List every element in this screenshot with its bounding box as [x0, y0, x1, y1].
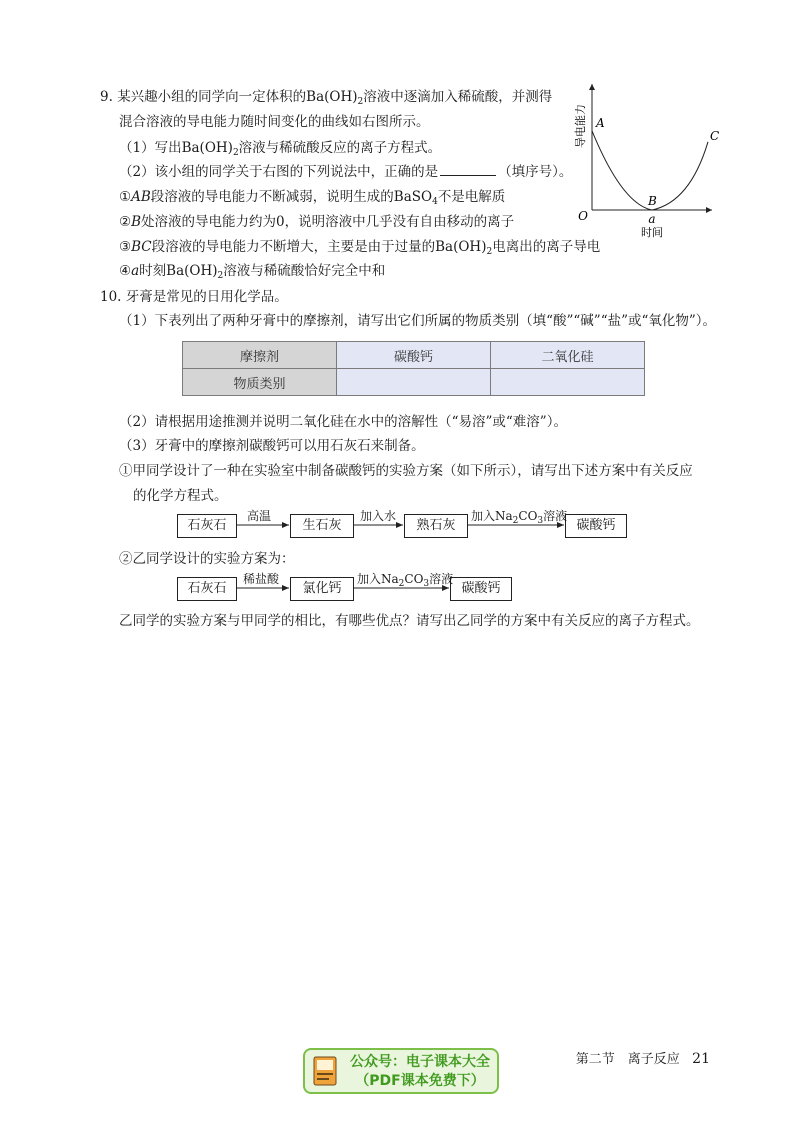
x-axis-label: 时间	[641, 226, 663, 239]
flow2-box-limestone: 石灰石	[177, 577, 237, 601]
q10-part3-1-line2: 的化学方程式。	[133, 488, 228, 504]
flow1-arrow1-label: 高温	[247, 509, 272, 523]
q9-part2: （2）该小组的同学关于右图的下列说法中，正确的是 （填序号）。	[119, 164, 573, 180]
q9-stem-line1: 9. 某兴趣小组的同学向一定体积的$Ba(OH)_2$溶液中逐滴加入稀硫酸，并测得	[100, 89, 553, 107]
y-axis-label: 导电能力	[574, 104, 587, 148]
flow2-box-calcium-carbonate: 碳酸钙	[450, 577, 512, 601]
book-icon	[313, 1056, 339, 1088]
flow1-box-calcium-carbonate: 碳酸钙	[565, 514, 627, 538]
q10-part1: （1）下表列出了两种牙膏中的摩擦剂，请写出它们所属的物质类别（填“酸”“碱”“盐”或“氧化物”）。	[119, 313, 717, 329]
section-title: 第二节 离子反应	[575, 1052, 680, 1067]
q9-option3: ③BC段溶液的导电能力不断增大，主要是由于过量的$Ba(OH)_2$电离出的离子导电	[119, 239, 601, 257]
table-cell: 物质类别	[183, 369, 337, 396]
flow2-arrow1-label: 稀盐酸	[243, 572, 280, 586]
flow2-arrow2-label: 加入$Na_2CO_3$溶液	[357, 572, 454, 589]
flow1-arrow2-label: 加入水	[360, 509, 397, 523]
q9-option1: ①AB段溶液的导电能力不断减弱，说明生成的BaSO$_4$不是电解质	[119, 189, 506, 207]
q10-part3-2: ②乙同学设计的实验方案为：	[119, 551, 295, 567]
q9-part1: （1）写出$Ba(OH)_2$溶液与稀硫酸反应的离子方程式。	[119, 140, 442, 158]
watermark-text: 公众号：电子课本大全 （PDF课本免费下）	[350, 1054, 490, 1089]
flow1-box-slaked-lime: 熟石灰	[404, 514, 468, 538]
q10-part3: （3）牙膏中的摩擦剂碳酸钙可以用石灰石来制备。	[119, 438, 425, 454]
point-label-b: B	[648, 194, 657, 208]
table-header-cell: 二氧化硅	[491, 342, 645, 369]
table-header-cell: 摩擦剂	[183, 342, 337, 369]
q9-stem-line2: 混合溶液的导电能力随时间变化的曲线如右图所示。	[119, 114, 430, 130]
q10-part3-1-line1: ①甲同学设计了一种在实验室中制备碳酸钙的实验方案（如下所示），请写出下述方案中有关反应	[119, 463, 693, 479]
page-number: 21	[692, 1051, 710, 1067]
x-tick-label: a	[648, 212, 656, 226]
flow1-box-quicklime: 生石灰	[290, 514, 354, 538]
origin-label: O	[578, 209, 588, 223]
q10-part2: （2）请根据用途推测并说明二氧化硅在水中的溶解性（“易溶”或“难溶”）。	[119, 414, 567, 430]
page-footer	[576, 1048, 710, 1067]
flow1-arrow3-label: 加入$Na_2CO_3$溶液	[471, 509, 568, 526]
q10-stem: 10. 牙膏是常见的日用化学品。	[100, 289, 288, 305]
flow2-box-calcium-chloride: 氯化钙	[290, 577, 354, 601]
point-label-a: A	[596, 115, 605, 130]
flow1-box-limestone: 石灰石	[177, 514, 237, 538]
q9-option2: ②B处溶液的导电能力约为0，说明溶液中几乎没有自由移动的离子	[119, 214, 515, 230]
table-header-cell: 碳酸钙	[337, 342, 491, 369]
point-label-c: C	[710, 128, 720, 143]
q9-option4: ④a时刻$Ba(OH)_2$溶液与稀硫酸恰好完全中和	[119, 263, 386, 281]
q10-final-question: 乙同学的实验方案与甲同学的相比，有哪些优点？请写出乙同学的方案中有关反应的离子方程式。	[119, 613, 700, 629]
watermark-badge	[303, 1048, 499, 1094]
